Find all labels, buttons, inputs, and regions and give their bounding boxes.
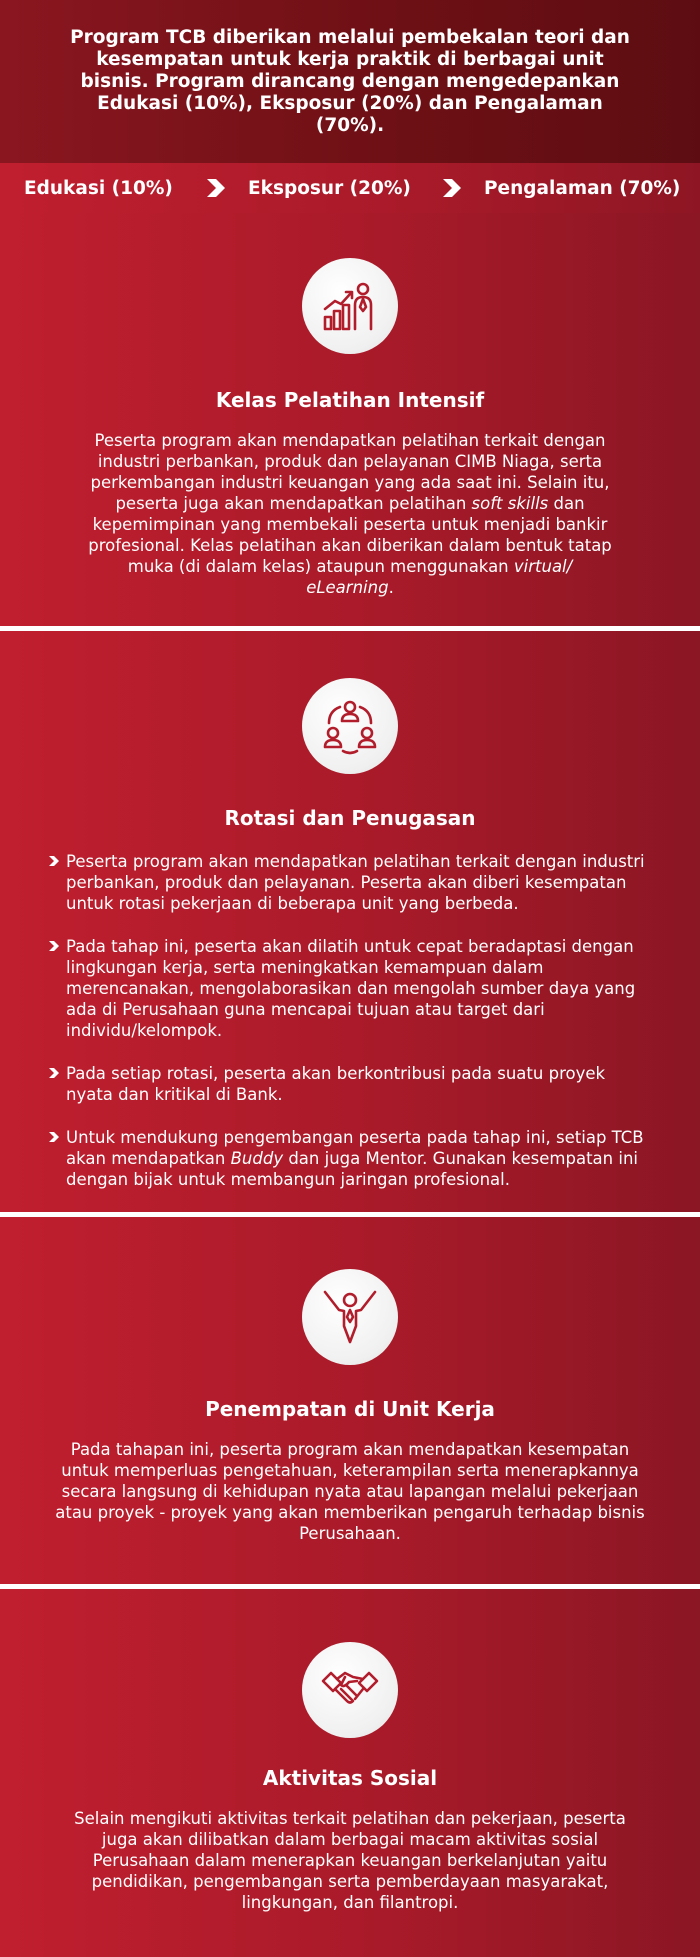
- section-penempatan: [0, 1217, 700, 1584]
- section-body: Pada tahapan ini, peserta program akan mendapatkan kesempatan untuk memperluas pengetahuan, keterampilan serta menerapkannya secara langsung di kehidupan nyata atau lapangan melalui pekerjaan atau proyek - proyek yang akan memberikan pengaruh terhadap bisnis Perusahaan.: [55, 1440, 645, 1543]
- list-item: Untuk mendukung pengembangan peserta pada tahap ini, setiap TCB akan mendapatkan Buddy dan juga Mentor. Gunakan kesempatan ini dengan bijak untuk membangun jaringan profesional.: [46, 1127, 656, 1190]
- section-title: Penempatan di Unit Kerja: [205, 1397, 495, 1421]
- bullet-list: [46, 851, 656, 1212]
- achiever-icon: [302, 1269, 398, 1365]
- section-body: Peserta program akan mendapatkan pelatihan terkait dengan industri perbankan, produk dan pelayanan CIMB Niaga, serta perkembangan industri keuangan yang ada saat ini. Selain itu, peserta juga akan mendapatkan pelatihan soft skills dan kepemimpinan yang membekali peserta untuk menjadi bankir profesional. Kelas pelatihan akan diberikan dalam bentuk tatap muka (di dalam kelas) ataupun menggunakan virtual/ eLearning.: [88, 431, 612, 597]
- step-edukasi: Edukasi (10%): [24, 177, 173, 199]
- growth-chart-icon: [302, 258, 398, 354]
- chevron-bullet-icon: [48, 1067, 60, 1079]
- intro-text: Program TCB diberikan melalui pembekalan teori dan kesempatan untuk kerja praktik di berbagai unit bisnis. Program dirancang dengan mengedepankan Edukasi (10%), Eksposur (20%) dan Pengalaman (70%).: [70, 26, 630, 136]
- program-steps-bar: [0, 163, 700, 213]
- section-kelas-pelatihan: [0, 213, 700, 626]
- section-aktivitas-sosial: [0, 1589, 700, 1957]
- section-title: Kelas Pelatihan Intensif: [215, 388, 485, 412]
- section-title: Rotasi dan Penugasan: [224, 806, 476, 830]
- list-item: Pada setiap rotasi, peserta akan berkontribusi pada suatu proyek nyata dan kritikal di Bank.: [46, 1063, 656, 1105]
- list-item: Pada tahap ini, peserta akan dilatih untuk cepat beradaptasi dengan lingkungan kerja, serta meningkatkan kemampuan dalam merencanakan, mengolaborasikan dan mengolah sumber daya yang ada di Perusahaan guna mencapai tujuan atau target dari individu/kelompok.: [46, 936, 656, 1041]
- list-item: Peserta program akan mendapatkan pelatihan terkait dengan industri perbankan, produk dan pelayanan. Peserta akan diberi kesempatan untuk rotasi pekerjaan di beberapa unit yang berbeda.: [46, 851, 656, 914]
- chevron-right-icon: [204, 178, 228, 198]
- section-rotasi: [0, 631, 700, 1212]
- team-rotation-icon: [302, 678, 398, 774]
- chevron-bullet-icon: [48, 855, 60, 867]
- step-pengalaman: Pengalaman (70%): [484, 177, 681, 199]
- chevron-bullet-icon: [48, 1131, 60, 1143]
- chevron-right-icon: [440, 178, 464, 198]
- section-title: Aktivitas Sosial: [262, 1766, 438, 1790]
- step-eksposur: Eksposur (20%): [248, 177, 411, 199]
- chevron-bullet-icon: [48, 940, 60, 952]
- handshake-icon: [302, 1642, 398, 1738]
- intro-banner: [0, 0, 700, 163]
- section-body: Selain mengikuti aktivitas terkait pelatihan dan pekerjaan, peserta juga akan dilibatkan dalam berbagai macam aktivitas sosial Perusahaan dalam menerapkan keuangan berkelanjutan yaitu pendidikan, pengembangan serta pemberdayaan masyarakat, lingkungan, dan filantropi.: [74, 1809, 626, 1912]
